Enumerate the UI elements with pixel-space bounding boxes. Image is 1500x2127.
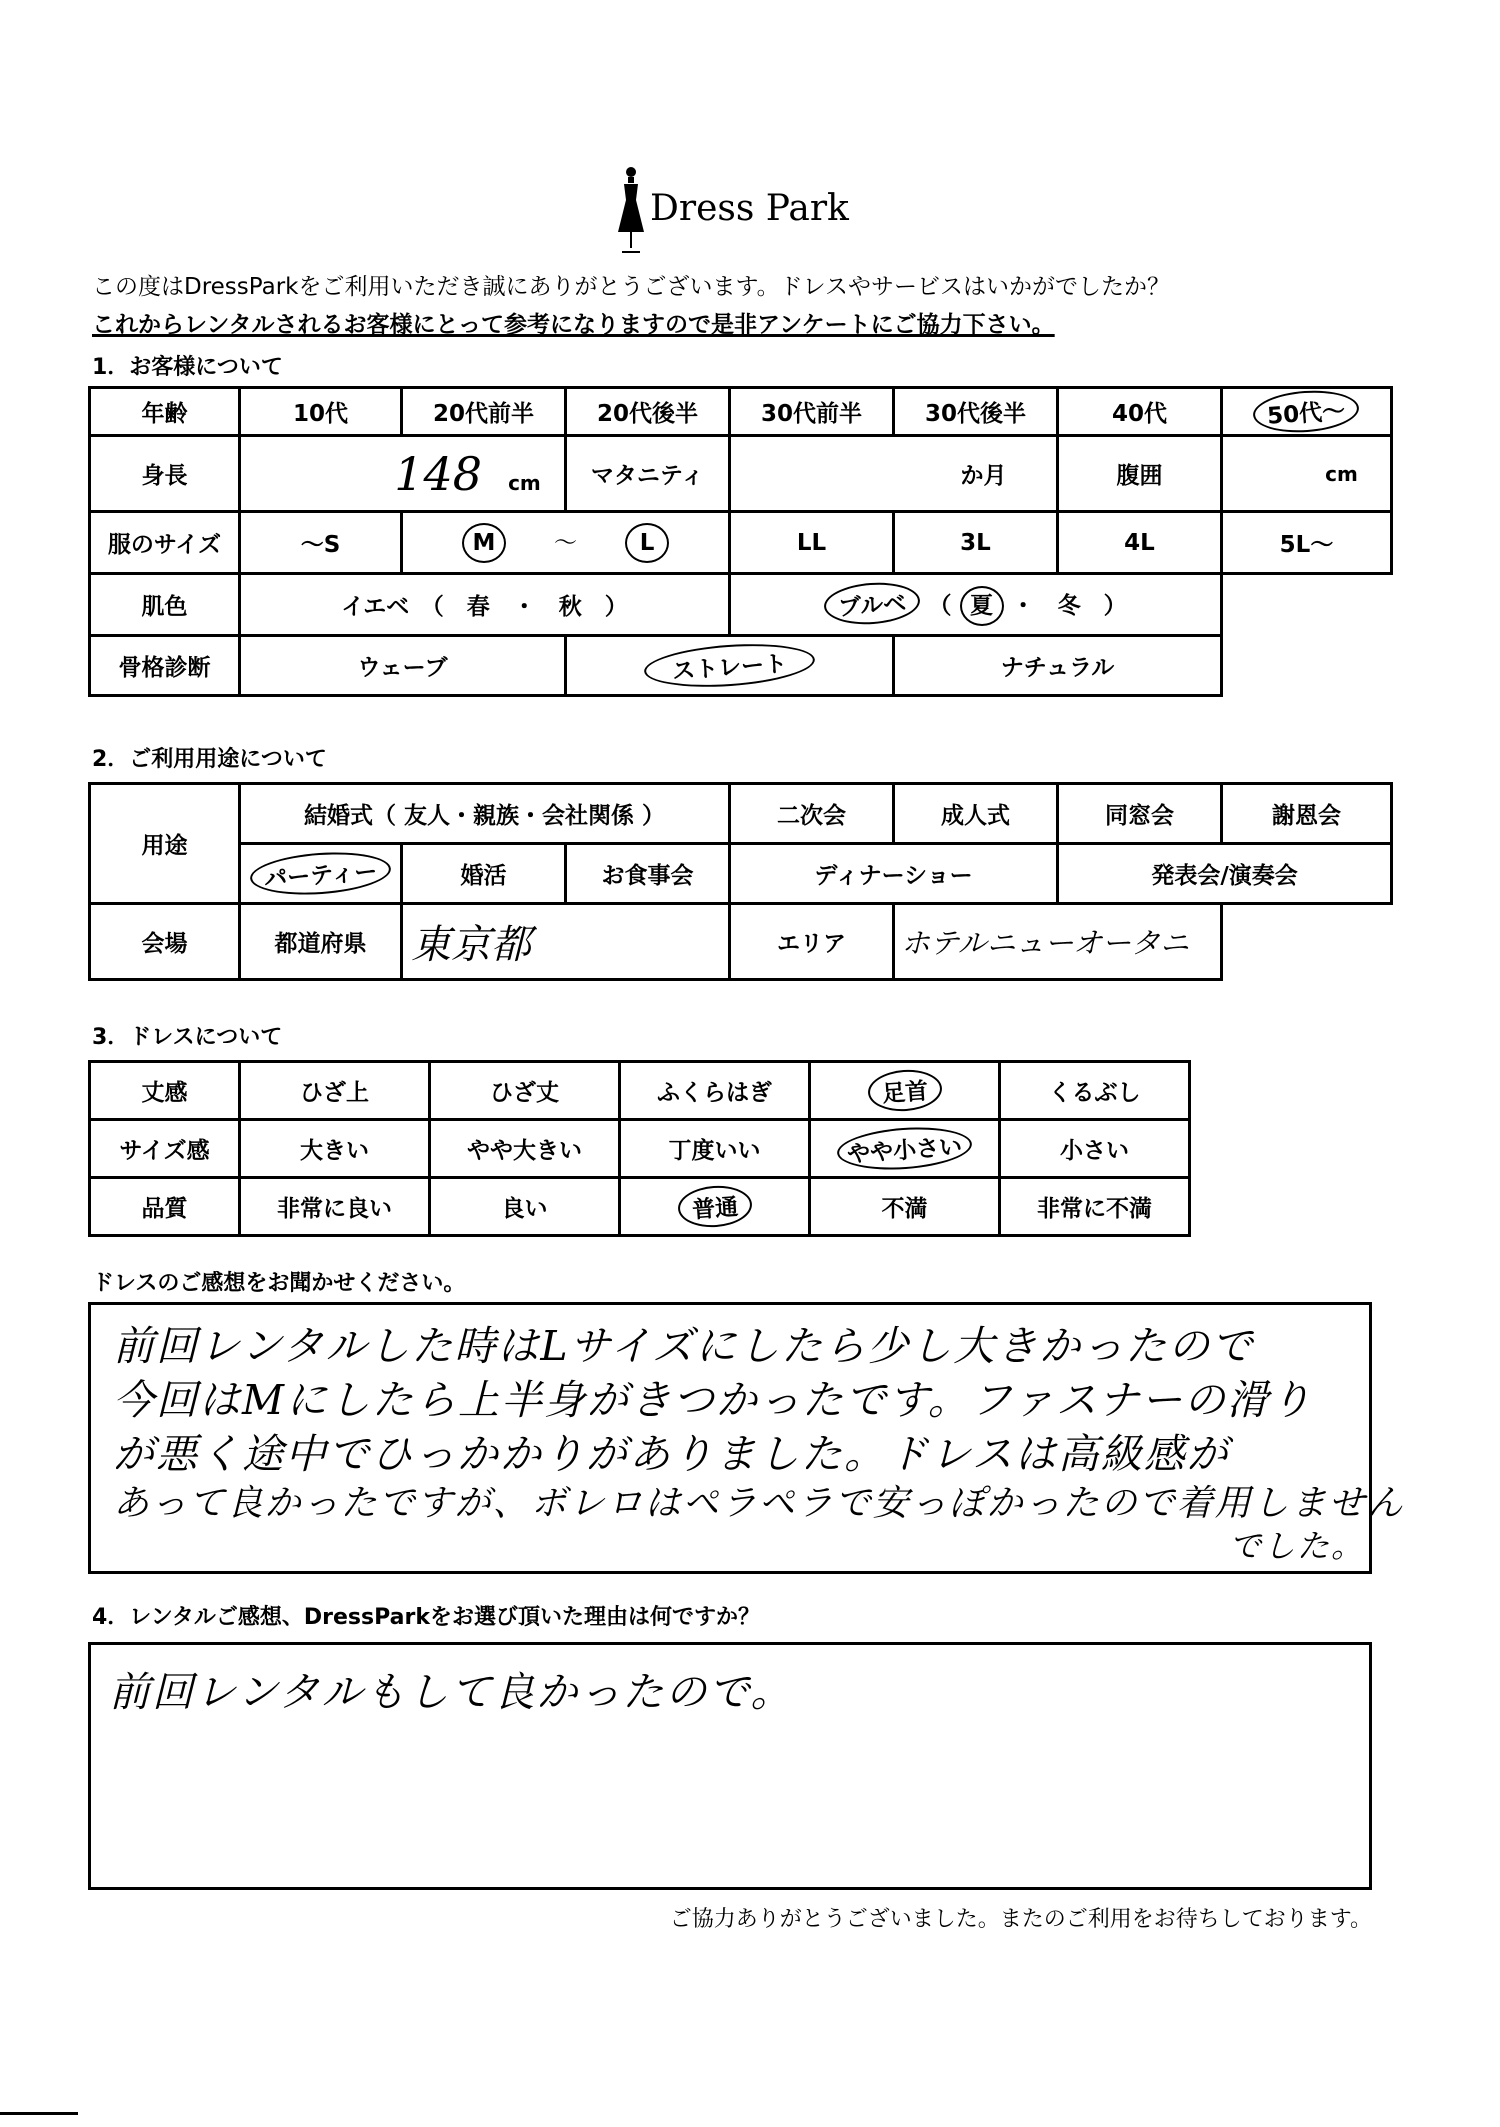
quality-row xyxy=(90,1178,1190,1236)
section2-title: 2．ご利用用途について xyxy=(92,747,327,772)
purpose-row-2 xyxy=(90,844,1392,904)
wedding-option[interactable]: 結婚式（ 友人・親族・会社関係 ） xyxy=(240,784,730,844)
summer-selected: 夏 xyxy=(960,586,1004,626)
thank-you-footer: ご協力ありがとうございました。またのご利用をお待ちしております。 xyxy=(669,1907,1372,1932)
fit-selected-mark: やや小さい xyxy=(836,1123,974,1173)
venue-label: 会場 xyxy=(90,904,240,980)
impressions-title: ドレスのご感想をお聞かせください。 xyxy=(92,1271,466,1296)
blue-paren: （ xyxy=(928,593,952,619)
thanks-party-option[interactable]: 謝恩会 xyxy=(1222,784,1392,844)
belly-unit: cm xyxy=(1325,461,1358,486)
dinner-show-option[interactable]: ディナーショー xyxy=(730,844,1058,904)
recital-option[interactable]: 発表会/演奏会 xyxy=(1058,844,1392,904)
frame-option[interactable]: ウェーブ xyxy=(240,636,566,696)
area-label: エリア xyxy=(730,904,894,980)
age-option[interactable]: 40代 xyxy=(1058,388,1222,436)
impressions-line: 今回はMにしたら上半身がきつかったです。ファスナーの滑り xyxy=(113,1376,1314,1424)
size-l-selected: L xyxy=(625,523,669,563)
purpose-table xyxy=(88,782,1393,981)
size-option[interactable]: LL xyxy=(730,512,894,574)
size-range-tilde: ～ xyxy=(554,529,577,556)
frame-row xyxy=(90,636,1392,696)
blue-base-option[interactable] xyxy=(730,574,1222,636)
section4-title: 4．レンタルご感想、DressParkをお選び頂いた理由は何ですか？ xyxy=(92,1605,760,1630)
party-selected-mark: パーティー xyxy=(249,848,393,899)
impressions-box[interactable] xyxy=(88,1302,1405,1574)
frame-option-selected[interactable] xyxy=(566,636,894,696)
size-row xyxy=(90,512,1392,574)
length-row xyxy=(90,1062,1190,1120)
age-option[interactable]: 10代 xyxy=(240,388,402,436)
size-range-field[interactable] xyxy=(402,512,730,574)
purpose-label: 用途 xyxy=(90,784,240,904)
skin-row xyxy=(90,574,1392,636)
frame-option[interactable]: ナチュラル xyxy=(894,636,1222,696)
brand-logo-text: Dress Park xyxy=(650,188,849,229)
quality-label: 品質 xyxy=(90,1178,240,1236)
age-option[interactable]: 30代後半 xyxy=(894,388,1058,436)
frame-selected-mark: ストレート xyxy=(643,639,816,692)
quality-option-selected[interactable] xyxy=(620,1178,810,1236)
height-row xyxy=(90,436,1392,512)
age-label: 年齢 xyxy=(90,388,240,436)
quality-option[interactable]: 良い xyxy=(430,1178,620,1236)
belly-label: 腹囲 xyxy=(1058,436,1222,512)
length-option[interactable]: くるぶし xyxy=(1000,1062,1190,1120)
quality-selected-mark: 普通 xyxy=(676,1183,753,1229)
after-party-option[interactable]: 二次会 xyxy=(730,784,894,844)
fit-option[interactable]: 丁度いい xyxy=(620,1120,810,1178)
months-unit: か月 xyxy=(960,463,1007,489)
maternity-label: マタニティ xyxy=(566,436,730,512)
age-option[interactable]: 20代後半 xyxy=(566,388,730,436)
section3-title: 3．ドレスについて xyxy=(92,1025,283,1050)
section1-title: 1．お客様について xyxy=(92,355,283,380)
area-field[interactable] xyxy=(894,904,1222,980)
age-row xyxy=(90,388,1392,436)
length-option-selected[interactable] xyxy=(810,1062,1000,1120)
fit-option[interactable]: 小さい xyxy=(1000,1120,1190,1178)
belly-field[interactable] xyxy=(1222,436,1392,512)
impressions-line: 前回レンタルした時はLサイズにしたら少し大きかったので xyxy=(113,1322,1255,1370)
quality-option[interactable]: 非常に不満 xyxy=(1000,1178,1190,1236)
quality-option[interactable]: 不満 xyxy=(810,1178,1000,1236)
fit-option[interactable]: 大きい xyxy=(240,1120,430,1178)
length-selected-mark: 足首 xyxy=(866,1067,943,1113)
fit-option[interactable]: やや大きい xyxy=(430,1120,620,1178)
age-option[interactable]: 20代前半 xyxy=(402,388,566,436)
venue-row xyxy=(90,904,1392,980)
frame-label: 骨格診断 xyxy=(90,636,240,696)
prefecture-value: 東京都 xyxy=(411,922,531,968)
intro-message: この度はDressParkをご利用いただき誠にありがとうございます。ドレスやサービスはいかがでしたか？ xyxy=(92,274,1170,300)
coming-of-age-option[interactable]: 成人式 xyxy=(894,784,1058,844)
purpose-row-1 xyxy=(90,784,1392,844)
quality-option[interactable]: 非常に良い xyxy=(240,1178,430,1236)
reunion-option[interactable]: 同窓会 xyxy=(1058,784,1222,844)
prefecture-field[interactable] xyxy=(402,904,730,980)
dress-table xyxy=(88,1060,1191,1237)
fit-row xyxy=(90,1120,1190,1178)
size-option[interactable]: 3L xyxy=(894,512,1058,574)
konkatsu-option[interactable]: 婚活 xyxy=(402,844,566,904)
customer-table xyxy=(88,386,1393,697)
impressions-line: でした。 xyxy=(1229,1527,1366,1565)
skin-label: 肌色 xyxy=(90,574,240,636)
prefecture-label: 都道府県 xyxy=(240,904,402,980)
dinner-option[interactable]: お食事会 xyxy=(566,844,730,904)
maternity-field[interactable] xyxy=(730,436,1058,512)
reason-box[interactable] xyxy=(88,1642,1372,1890)
length-option[interactable]: ふくらはぎ xyxy=(620,1062,810,1120)
intro-request: これからレンタルされるお客様にとって参考になりますので是非アンケートにご協力下さい。 xyxy=(92,312,1055,338)
party-option-selected[interactable] xyxy=(240,844,402,904)
yellow-base-option[interactable]: イエベ （ 春 ・ 秋 ） xyxy=(240,574,730,636)
height-field[interactable] xyxy=(240,436,566,512)
size-option[interactable]: 4L xyxy=(1058,512,1222,574)
reason-answer: 前回レンタルもして良かったので。 xyxy=(109,1668,794,1716)
fit-label: サイズ感 xyxy=(90,1120,240,1178)
height-unit: cm xyxy=(508,470,541,495)
size-m-selected: M xyxy=(462,523,506,563)
size-label: 服のサイズ xyxy=(90,512,240,574)
length-option[interactable]: ひざ上 xyxy=(240,1062,430,1120)
fit-option-selected[interactable] xyxy=(810,1120,1000,1178)
impressions-line: が悪く途中でひっかかりがありました。ドレスは高級感が xyxy=(113,1430,1230,1478)
length-label: 丈感 xyxy=(90,1062,240,1120)
size-option[interactable]: ～S xyxy=(240,512,402,574)
length-option[interactable]: ひざ丈 xyxy=(430,1062,620,1120)
age-option-selected[interactable] xyxy=(1222,388,1392,436)
scan-edge-mark xyxy=(0,2112,78,2115)
blue-base-selected: ブルベ xyxy=(823,580,922,628)
age-option[interactable]: 30代前半 xyxy=(730,388,894,436)
height-value: 148 xyxy=(394,446,483,501)
age-selected-mark: 50代～ xyxy=(1252,387,1361,435)
height-label: 身長 xyxy=(90,436,240,512)
impressions-line: あって良かったですが、ボレロはペラペラで安っぽかったので着用しません xyxy=(113,1483,1405,1524)
blue-base-rest: ・ 冬 ） xyxy=(1011,593,1127,619)
size-option[interactable]: 5L～ xyxy=(1222,512,1392,574)
dress-logo-icon xyxy=(614,166,648,256)
area-value: ホテルニューオータニ xyxy=(901,926,1190,960)
